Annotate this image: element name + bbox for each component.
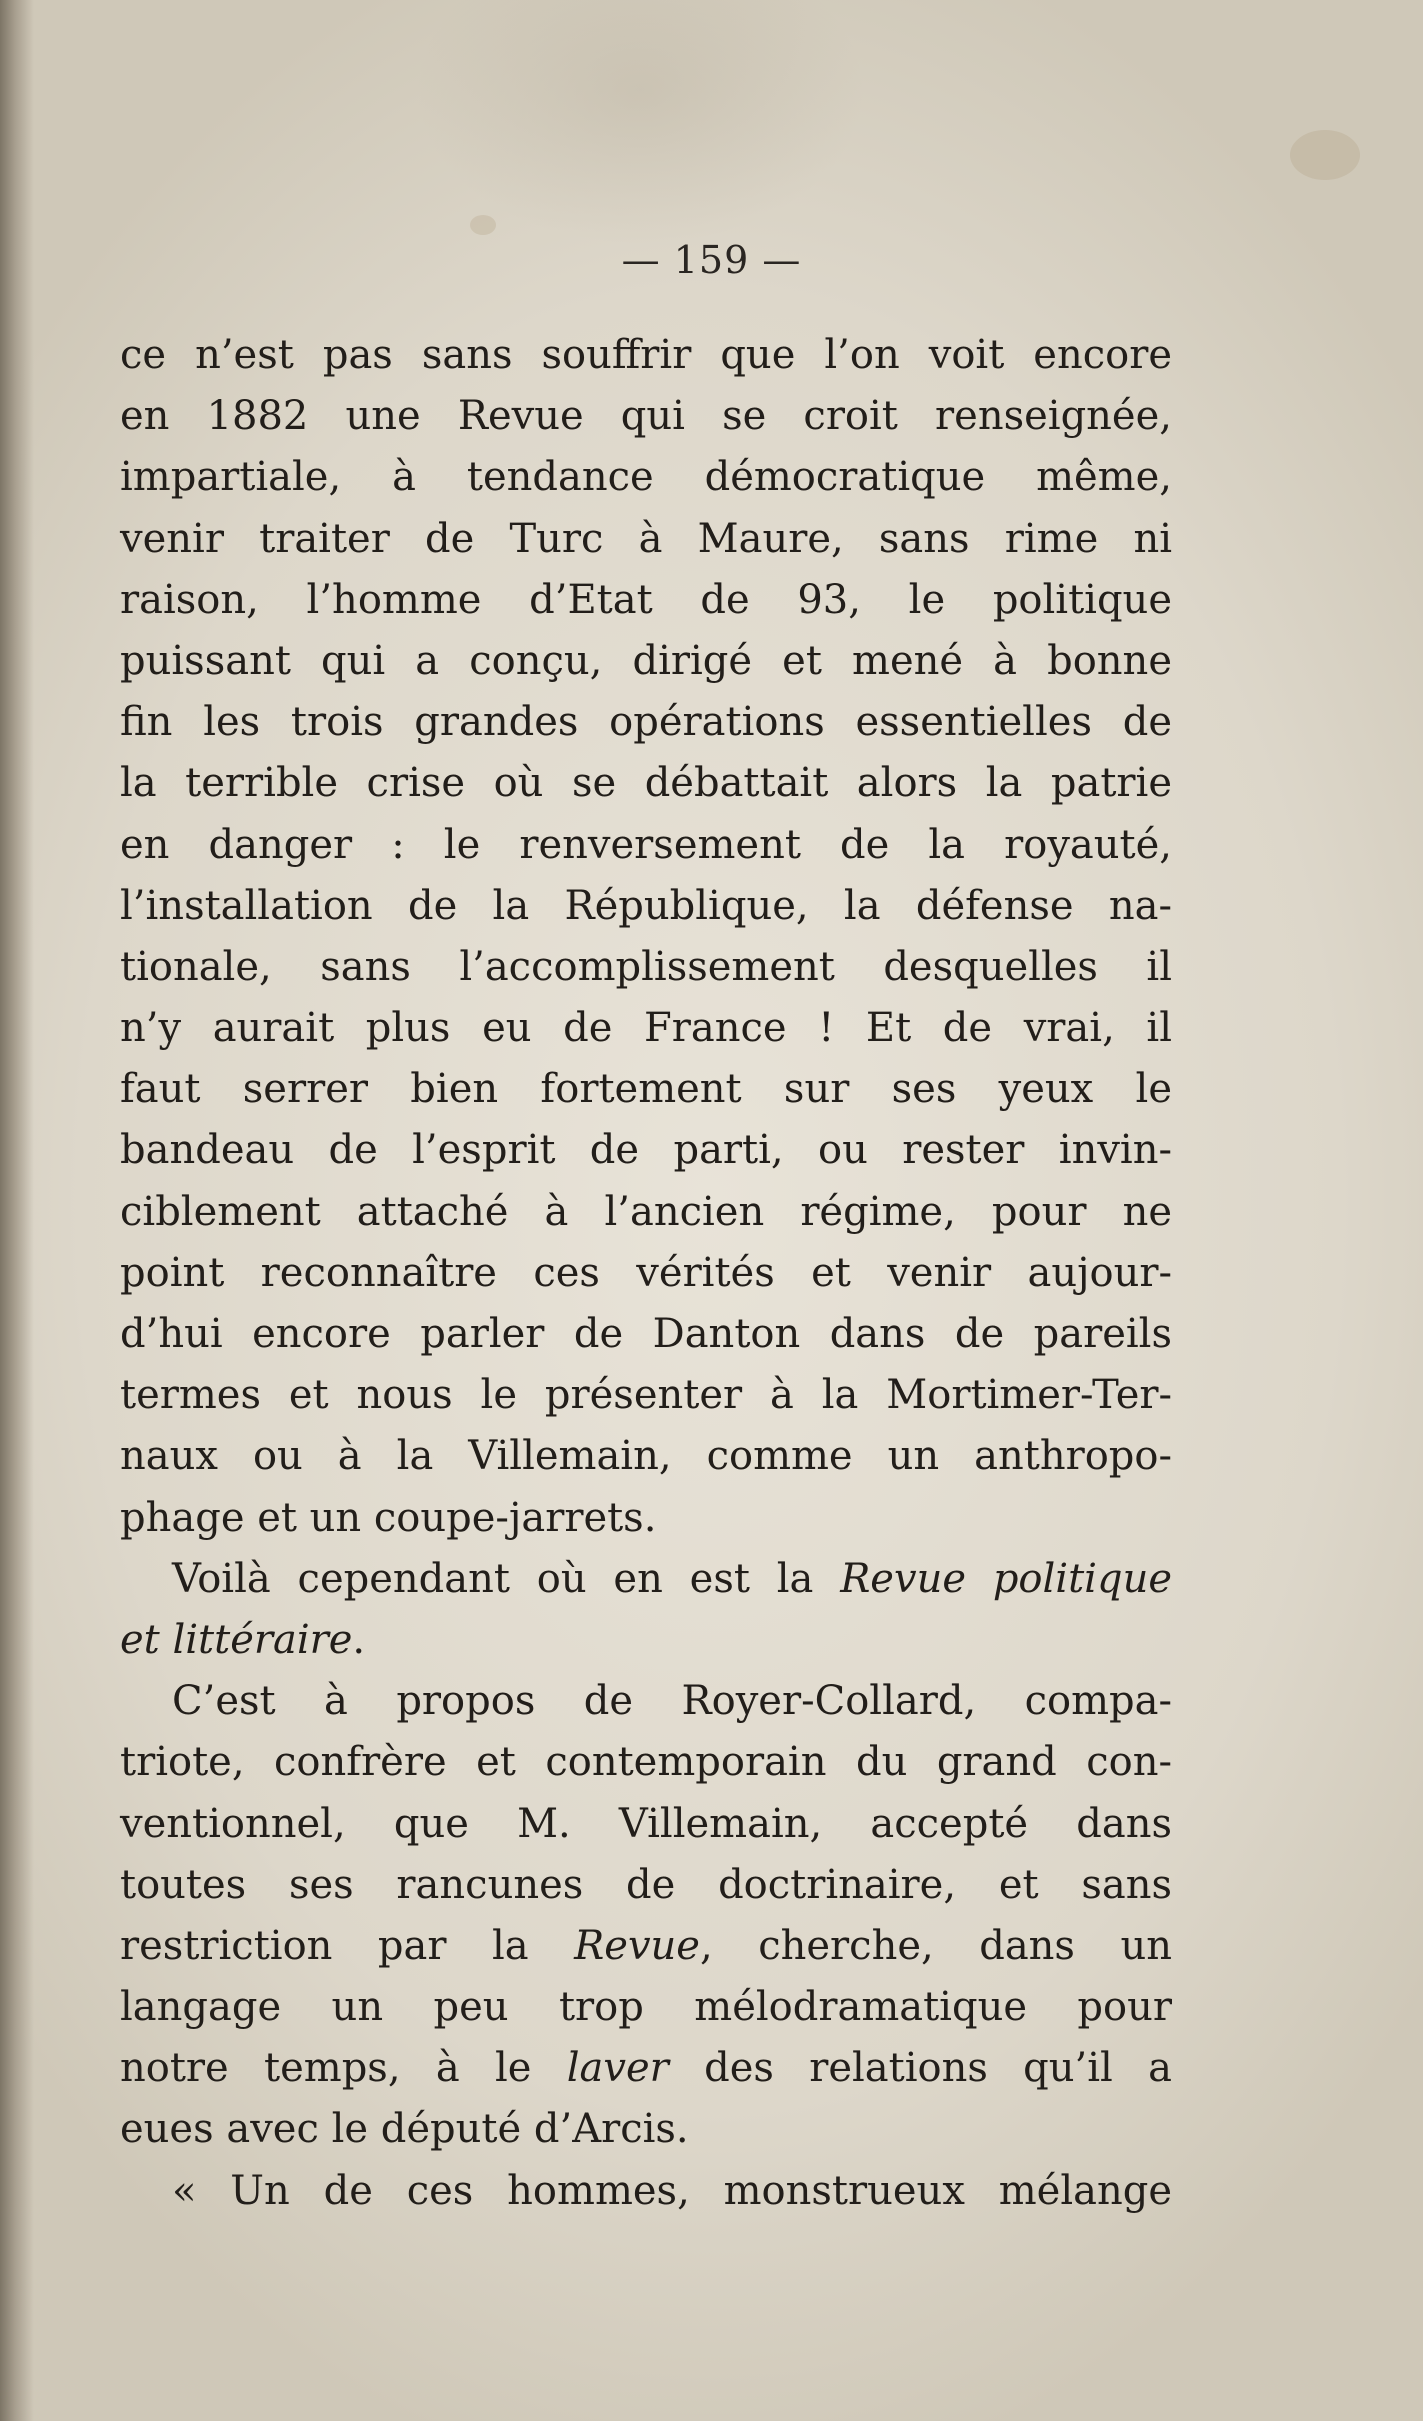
italic-title: Revue <box>574 1922 700 1969</box>
text-line: en 1882 une Revue qui se croit renseignée, <box>120 393 1172 440</box>
text-line: Voilà cependant où en est la Revue politique <box>172 1555 1172 1602</box>
text-line: n’y aurait plus eu de France ! Et de vrai, il <box>120 1005 1172 1052</box>
paper-stain <box>1290 130 1360 180</box>
text-line: eues avec le député d’Arcis. <box>120 2106 689 2153</box>
text-line: toutes ses rancunes de doctrinaire, et sans <box>120 1861 1172 1908</box>
text-line: ciblement attaché à l’ancien régime, pour ne <box>120 1188 1172 1235</box>
text-line: termes et nous le présenter à la Mortimer-Ter- <box>120 1372 1172 1419</box>
text-line: triote, confrère et contemporain du grand con- <box>120 1739 1172 1786</box>
text-line: la terrible crise où se débattait alors la patrie <box>120 760 1172 807</box>
page-number: — 159 — <box>621 238 802 282</box>
text-line: l’installation de la République, la défense na- <box>120 882 1172 929</box>
italic-word: laver <box>566 2045 669 2092</box>
text-line: ce n’est pas sans souffrir que l’on voit encore <box>120 332 1172 378</box>
paper-stain <box>470 215 496 235</box>
text-line: « Un de ces hommes, monstrueux mélange <box>172 2167 1172 2214</box>
text-line: d’hui encore parler de Danton dans de pareils <box>120 1311 1172 1357</box>
text-line: impartiale, à tendance démocratique même, <box>120 454 1172 501</box>
text-line: restriction par la Revue, cherche, dans un <box>120 1922 1172 1969</box>
text-line: puissant qui a conçu, dirigé et mené à bonne <box>120 637 1172 684</box>
text-line: et littéraire. <box>120 1616 366 1663</box>
text-line: C’est à propos de Royer-Collard, compa- <box>172 1678 1172 1725</box>
text-line: naux ou à la Villemain, comme un anthropo- <box>120 1433 1172 1480</box>
text-line: en danger : le renversement de la royauté, <box>120 821 1172 868</box>
body-text <box>120 325 1172 2222</box>
text-line: fin les trois grandes opérations essentielles de <box>120 699 1172 746</box>
text-line: langage un peu trop mélodramatique pour <box>120 1984 1172 2031</box>
text-line: faut serrer bien fortement sur ses yeux le <box>120 1066 1172 1113</box>
page-binding-edge <box>0 0 34 2421</box>
text-line: notre temps, à le laver des relations qu’il a <box>120 2045 1172 2092</box>
text-line: ventionnel, que M. Villemain, accepté dans <box>120 1800 1172 1847</box>
text-line: point reconnaître ces vérités et venir aujour- <box>120 1249 1172 1296</box>
italic-title: Revue politique <box>840 1555 1172 1602</box>
italic-title: et littéraire <box>120 1616 353 1663</box>
text-line: raison, l’homme d’Etat de 93, le politique <box>120 576 1172 623</box>
text-line: venir traiter de Turc à Maure, sans rime ni <box>120 515 1172 562</box>
text-line: bandeau de l’esprit de parti, ou rester invin- <box>120 1127 1172 1174</box>
text-line: tionale, sans l’accomplissement desquelles il <box>120 943 1172 990</box>
text-line: phage et un coupe-jarrets. <box>120 1494 657 1541</box>
